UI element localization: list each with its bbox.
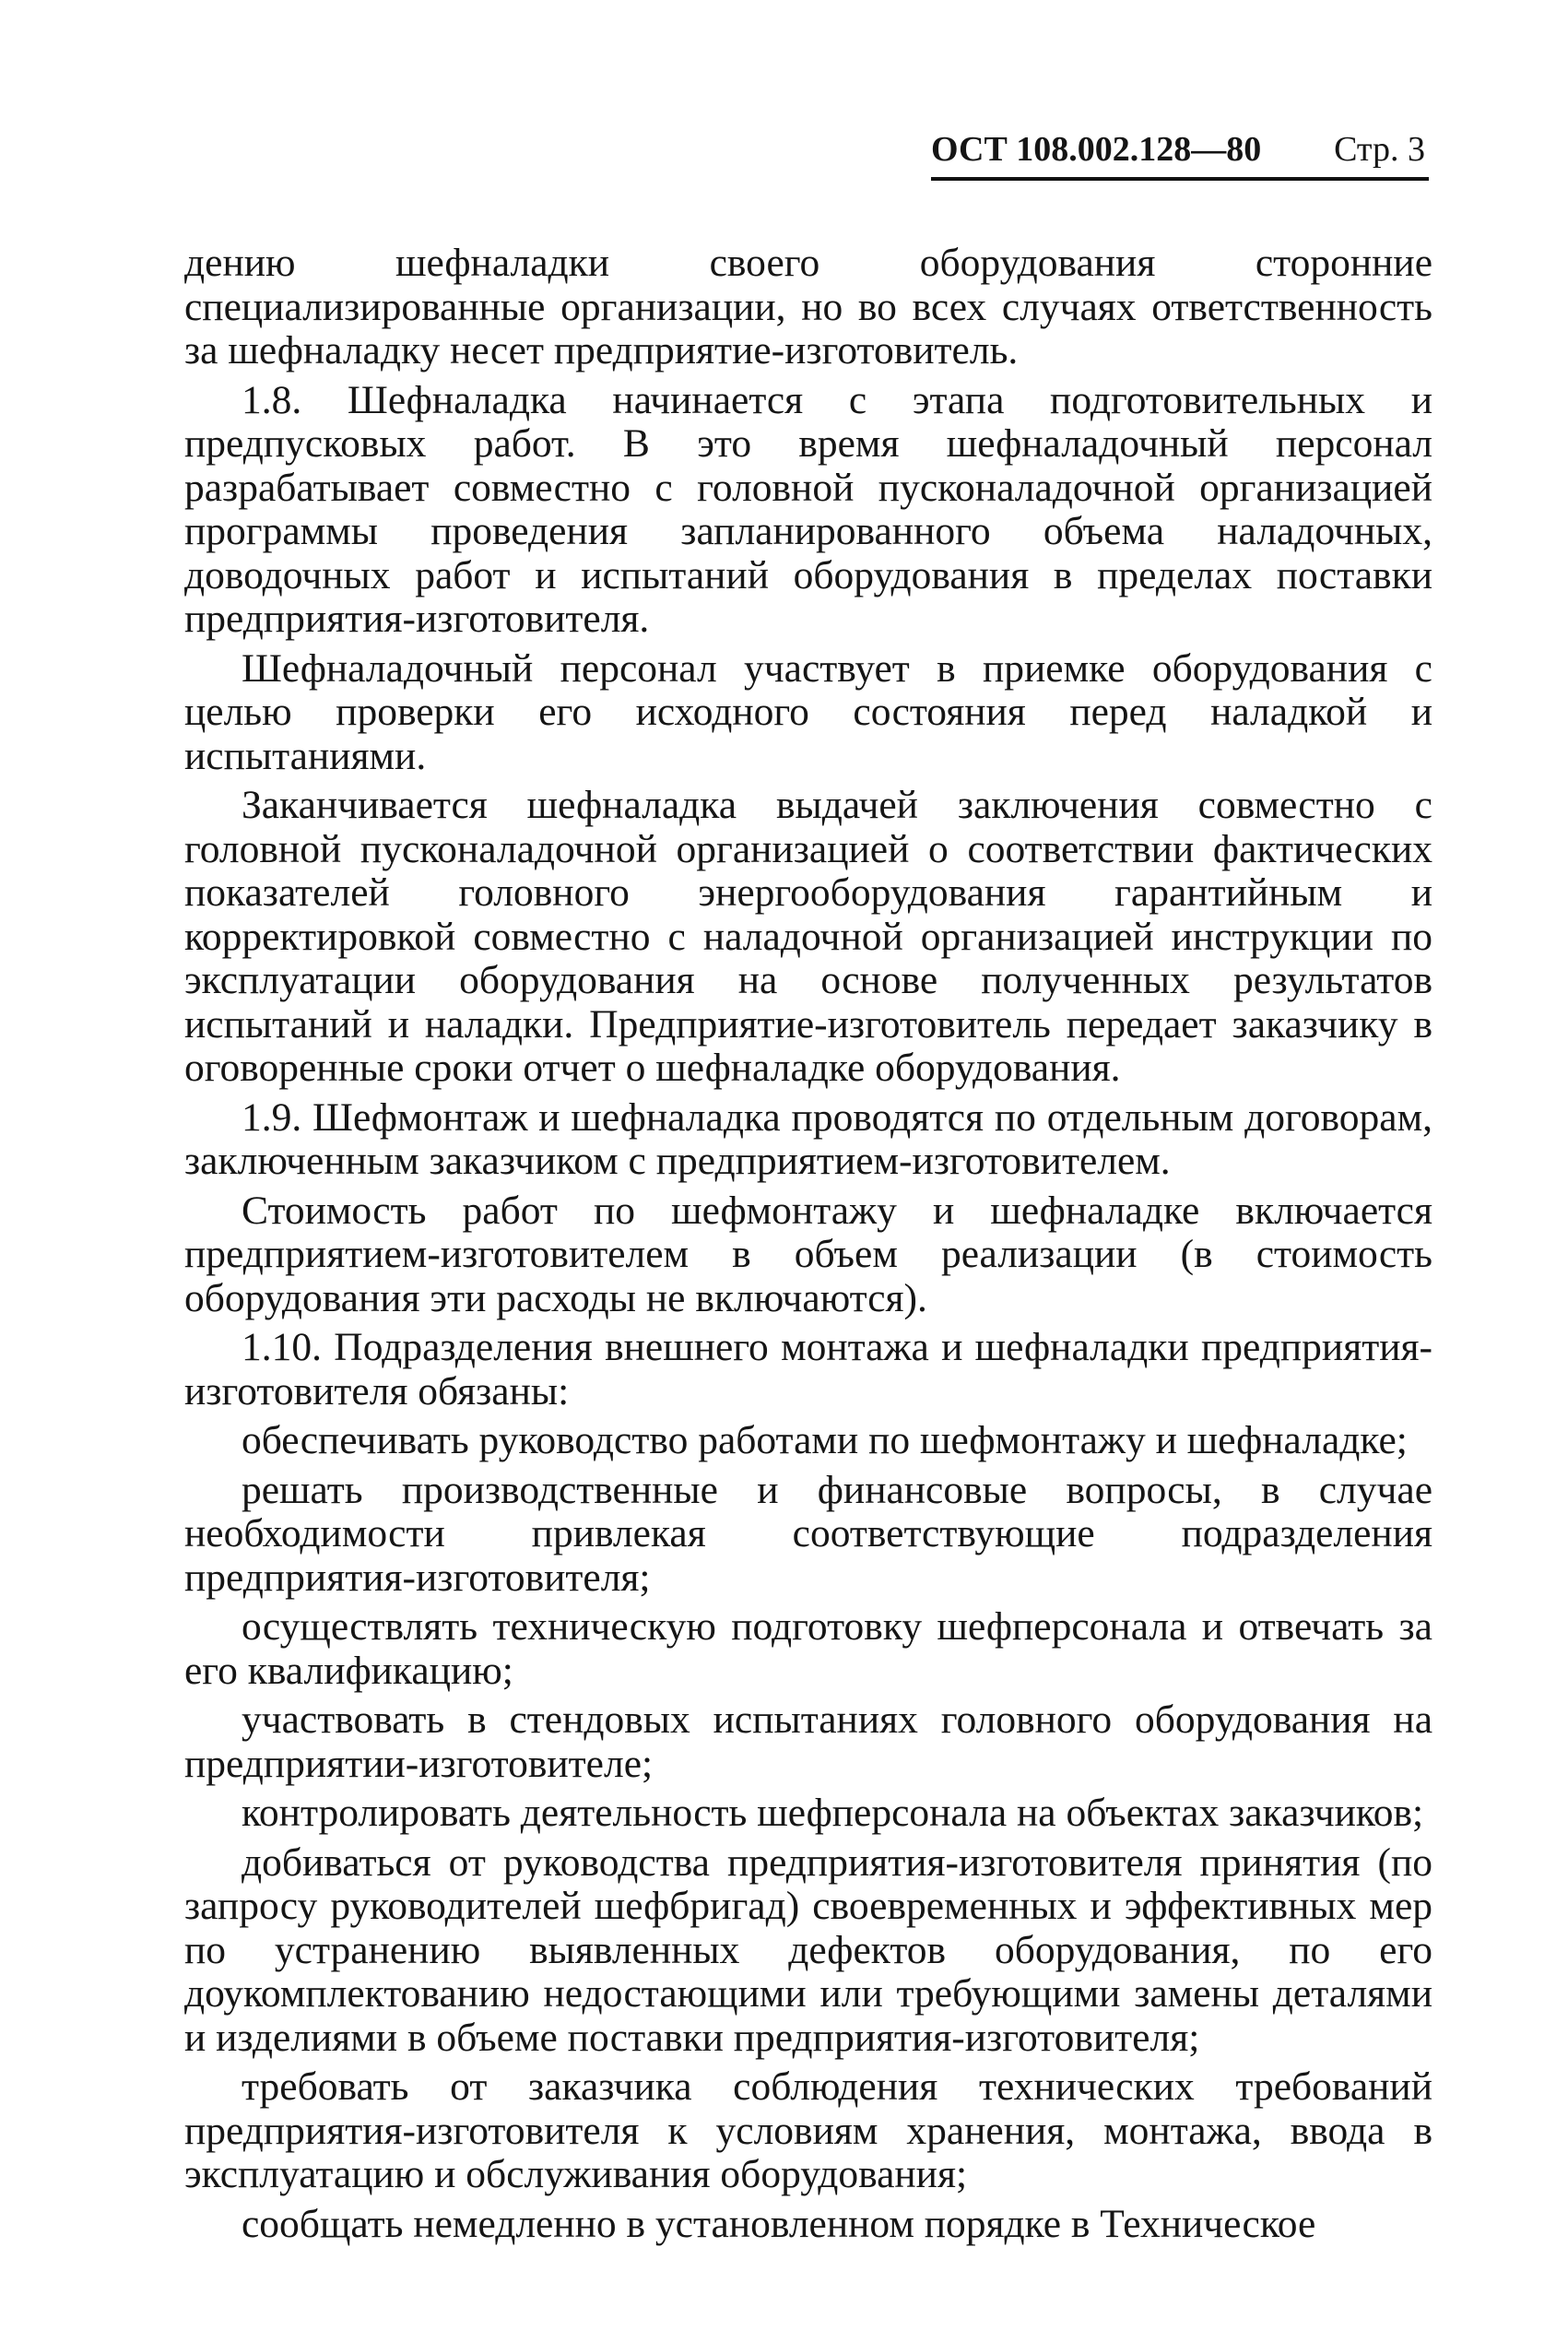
paragraph-continuation: дению шефналадки своего оборудования сторонние специализированные организации, но во всех случаях ответственность за шефналадку несет предприятие-изготовитель. bbox=[184, 241, 1432, 373]
page-number: Стр. 3 bbox=[1334, 130, 1425, 169]
clause-1-9: 1.9. Шефмонтаж и шефналадка проводятся по отдельным договорам, заключенным заказчиком с предприятием-изготовителем. bbox=[184, 1094, 1432, 1183]
list-item: решать производственные и финансовые вопросы, в случае необходимости привлекая соответствующие подразделения предприятия-изготовителя; bbox=[184, 1467, 1432, 1600]
list-item: контролировать деятельность шефперсонала на объектах заказчиков; bbox=[242, 1791, 1424, 1835]
list-item: сообщать немедленно в установленном порядке в Техническое bbox=[242, 2201, 1316, 2246]
page-header bbox=[931, 129, 1429, 181]
list-item: требовать от заказчика соблюдения технических требований предприятия-изготовителя к условиям хранения, монтажа, ввода в эксплуатацию и обслуживания оборудования; bbox=[184, 2064, 1432, 2196]
paragraph: Стоимость работ по шефмонтажу и шефналадке включается предприятием-изготовителем в объем реализации (в стоимость оборудования эти расходы не включаются). bbox=[184, 1188, 1432, 1320]
list-item: добиваться от руководства предприятия-изготовителя принятия (по запросу руководителей шефбригад) своевременных и эффективных мер по устранению выявленных дефектов оборудования, по его доукомплектованию недостающими или требующими замены деталями и изделиями в объеме поставки предприятия-изготовителя; bbox=[184, 1839, 1432, 2060]
list-item: обеспечивать руководство работами по шефмонтажу и шефналадке; bbox=[242, 1418, 1408, 1462]
document-code: ОСТ 108.002.128—80 bbox=[931, 130, 1262, 169]
list-item: участвовать в стендовых испытаниях головного оборудования на предприятии-изготовителе; bbox=[184, 1697, 1432, 1786]
clause-1-8: 1.8. Шефналадка начинается с этапа подготовительных и предпусковых работ. В это время шефналадочный персонал разрабатывает совместно с головной пусконаладочной организацией программы проведения запланированного объема наладочных, доводочных работ и испытаний оборудования в пределах поставки предприятия-изготовителя. bbox=[184, 377, 1432, 641]
paragraph: Шефналадочный персонал участвует в приемке оборудования с целью проверки его исходного состояния перед наладкой и испытаниями. bbox=[184, 645, 1432, 778]
clause-1-10: 1.10. Подразделения внешнего монтажа и шефналадки предприятия-изготовителя обязаны: bbox=[184, 1325, 1432, 1413]
list-item: осуществлять техническую подготовку шефперсонала и отвечать за его квалификацию; bbox=[184, 1604, 1432, 1693]
paragraph: Заканчивается шефналадка выдачей заключения совместно с головной пусконаладочной организацией о соответствии фактических показателей головного энергооборудования гарантийным и корректировкой совместно с наладочной организацией инструкции по эксплуатации оборудования на основе полученных результатов испытаний и наладки. Предприятие-изготовитель передает заказчику в оговоренные сроки отчет о шефналадке оборудования. bbox=[184, 783, 1432, 1090]
body-text bbox=[184, 242, 1432, 2252]
